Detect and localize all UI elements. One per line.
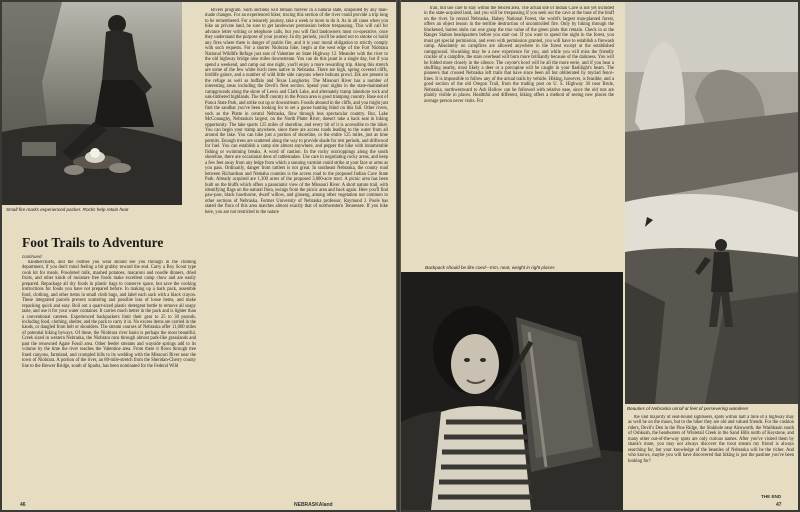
- campfire-photo: [2, 2, 182, 205]
- backpack-woman-photo: [401, 272, 623, 510]
- campfire-photo-illustration: [2, 2, 182, 205]
- left-page: [2, 2, 396, 510]
- page-number-left: 46: [20, 502, 26, 508]
- landscape-hiker-illustration: [625, 2, 798, 404]
- backpack-photo-caption: Backpack should be like coed—trim, neat, weight in right places: [425, 265, 555, 270]
- left-column-2-text: Rivers program. Such sections will remain forever in a natural state, unspoiled by any man-made changes. For an experienced hiker, tracing this section of the river could provide a trip long to be remembered. For a leisurely journey, take a week or more to do it. As in all cases when you hike on private land, be sure to get landowner permission before trespassing. This will call for advance letter writing or telephone calls, but you will find landowners most co-operative, once they understand the purpose of your journey. In dry periods, you'll be asked not to smoke or build any fires where there is danger of prairie fire, and it is your moral obligation to strictly comply with such requests. For a shorter Niobrara hike, begin at the west edge of the Fort Niobrara National Wildlife Refuge just east of Valentine on State Highway 12. Meander with the river to the old highway bridge nine miles downstream. You can do this jaunt in a single day, but if you spend a weekend, and camp out one night, you'll enjoy a more rewarding trip. Along this stretch are some of the few white birch trees native to Nebraska. There are high, spring covered cliffs, birdlife galore, and a number of wild little side canyons where bobcats prowl. Elk are present in the refuge as well as buffalo and Texas Longhorns. The Missouri River has a number of interesting areas including the Devil's Nest section. Spend your nights in the state-maintained campgrounds along the shore of Lewis and Clark Lake, and alternately tramp lakeshore rock and oak-timbered highlands. The bluff country in the Ponca area is good tramping country. Base out of Ponca State Park, and strike out up or downstream. Fossils abound in the cliffs, and you might just find the sandbar you've been looking for to set a goose hunting blind on this fall. Other rivers, such as the Platte in central Nebraska, flow through less spectacular country. But, Lake McConaughy, Nebraska's largest, on the North Platte River, doesn't take a back seat in hiking opportunity. The lake sports 125 miles of shoreline, and every bit of it is accessible to the hiker. You can begin your tramp anywhere, since there are access roads leading to the water from all around the lake. You can hike just a portion of shoreline, or the entire 125 miles, just as time permits. Enough trees are scattered along the way to provide shade for rest periods, and driftwood for fuel. You can establish a camp site almost anywhere, and pepper the hike with innumerable fishing or swimming breaks. A word of caution. In the rocky outcroppings along the south shoreline, there are occasional dens of rattlesnakes. Use care in negotiating rocky areas, and keep a few feet away from any ledge from which a sunning varmint could strike at your face or arms as you pass. Ordinarily, danger from rattlers is not great. In southeast Nebraska, the county road between Richardson and Nemaha counties is the access road to the proposed Indian Cave State Park. Already acquired are 1,300 acres of the proposed 3,000-acre tract. A picnic area has been built on the bluffs which offers a panoramic view of the Missouri River. A short nature trail, with identifying flags on the natural flora, swings from the picnic area and back again. Here you'll find paw-paw, black hawthorne, dwarf willow, and ginseng, among other vegetation not common to other sections of Nebraska. Former University of Nebraska professor, Raymond J. Poole has stated the flora of this area matches almost exactly that of northwestern Tennessee. If you hike here, you are not restricted to the nature: [205, 8, 388, 215]
- landscape-photo-caption: Beauties of Nebraska unroll at feet of persevering wanderer: [627, 406, 749, 411]
- left-page-column-2: [205, 8, 388, 501]
- right-column-2-text: the vast majority of seat-bound sightseers, spots within half a mile of a highway may as well be on the moon, but to the hiker they are old and valued friends. For the cushion riders, Devil's Den in the Pine Ridge, the Sinkhole near Ainsworth, the Washbasin south of Oshkoah, the headwaters of Whitetail Creek in the Sand Hills north of Keystone, and many other out-of-the-way spots are only curious names. After you've visited them by shank's mare, you may not always discover the trout stream my friend is always searching for, but your knowledge of the beauties of Nebraska will be the richer. And who knows, maybe you will have discovered that hiking is just the pastime you've been looking for?: [628, 415, 794, 464]
- campfire-photo-caption: Small fire marks experienced packer. Rocks help retain heat: [6, 207, 129, 212]
- left-column-1-text: handkerchiefs, and the clothes you wear should see you through in the clothing department, if you don't mind feeling a bit grubby toward the end. Carry a Boy Scout type cook kit for meals. Powdered milk, mashed potatoes, macaroni and noodle dinners, dried fruits, and other kinds of moisture free foods make excellent camp chow and are easily prepared. Repackage all dry foods in plastic bags to conserve space, but save the cooking instructions for foods you have not prepared before. In making up a back pack, assemble food, clothing, and other items in small cloth bags, and label each sack with a black crayon. These integrated parcels prevent scattering and possible loss of loose items, and make repacking quick and easy. Boil out a quart-sized plastic detergent bottle to remove all soapy taste, and use it for your water container. It carries much better in the pack and is lighter than a conventional canteen. Experienced backpackers limit their gear to 25 to 30 pounds, including food, clothing, shelter, and the pack to carry it in. No excess items are carried in the hands, or dangled from belt or shoulders. The stream courses of Nebraska offer 11,000 miles of potential hiking byways. Of these, the Niobrara river basin is perhaps the most beautiful. Creek sized in western Nebraska, the Niobrara runs through almost park-like grasslands and past the renowned Agate Fossil area. Other feeder streams and wayside springs add to its volume by the time the river reaches the Valentine area. From there it flows through tree lined canyons, farmland, and crumpled hills to its wedding with the Missouri River near the town of Niobrara. A portion of the river, an 80-mile-stretch from the Sheridan-Cherry county line to the Brewer Bridge, south of Sparks, has been nominated for the Federal Wild: [22, 260, 196, 369]
- article-title: Foot Trails to Adventure: [22, 235, 164, 250]
- right-page: [401, 2, 798, 510]
- right-column-1-text: trail, but use care to stay within the fenced area. The actual site of Indian Cave is not yet included in the state-acquired land, and you will be trespassing if you seek out the cave at the base of the bluff on the river. In central Nebraska, Halsey National Forest, the world's largest man-planted forest, offers an object lesson in the terrible destruction of uncontrolled fire. Only by hiking through the blackened, barren stubs can one grasp the true value of the green plots that remain. Check in at the Ranger Station headquarters before you start out. If you want to spend the night in the forest, you must get special permission, and even with permission granted, you will have to establish a firewash camp. Absolutely no campfires are allowed anywhere in the forest except at the established campground. Siwashing may be a new experience for you, and while you will miss the friendly crackle of a campfire, the stars overhead will burn more brilliantly because of the darkness. You will be folded more closely in the silence. The coyote's howl will be all the more eerie, and if you hear a shuffling nearby, most likely a deer or a porcupine will be caught in your flashlight's beam. The pioneers that crossed Nebraska left trails that have since been all but obliterated by myriad fence-lines. It is impossible to follow any of the actual trails by vehicle. Hiking, however, is feasible, and a good section of the old Oregon Trail, from the trading post on U. S. Highway 30 near Brule, Nebraska, northwestward to Ash Hollow can be followed with relative ease, since the old ruts are plainly visible in places. Healthful and different, hiking offers a method of seeing new places the average person never visits. For: [424, 6, 614, 104]
- the-end-marker: THE END: [761, 494, 782, 499]
- continued-label: continued: [22, 254, 42, 259]
- landscape-hiker-photo: [625, 2, 798, 404]
- left-page-column-1: [22, 260, 196, 501]
- backpack-woman-illustration: [401, 272, 623, 510]
- right-page-column-2: [628, 415, 794, 500]
- page-number-right: 47: [776, 502, 782, 508]
- right-page-column-1: [424, 6, 614, 264]
- magazine-name-footer: NEBRASKAland: [294, 502, 333, 508]
